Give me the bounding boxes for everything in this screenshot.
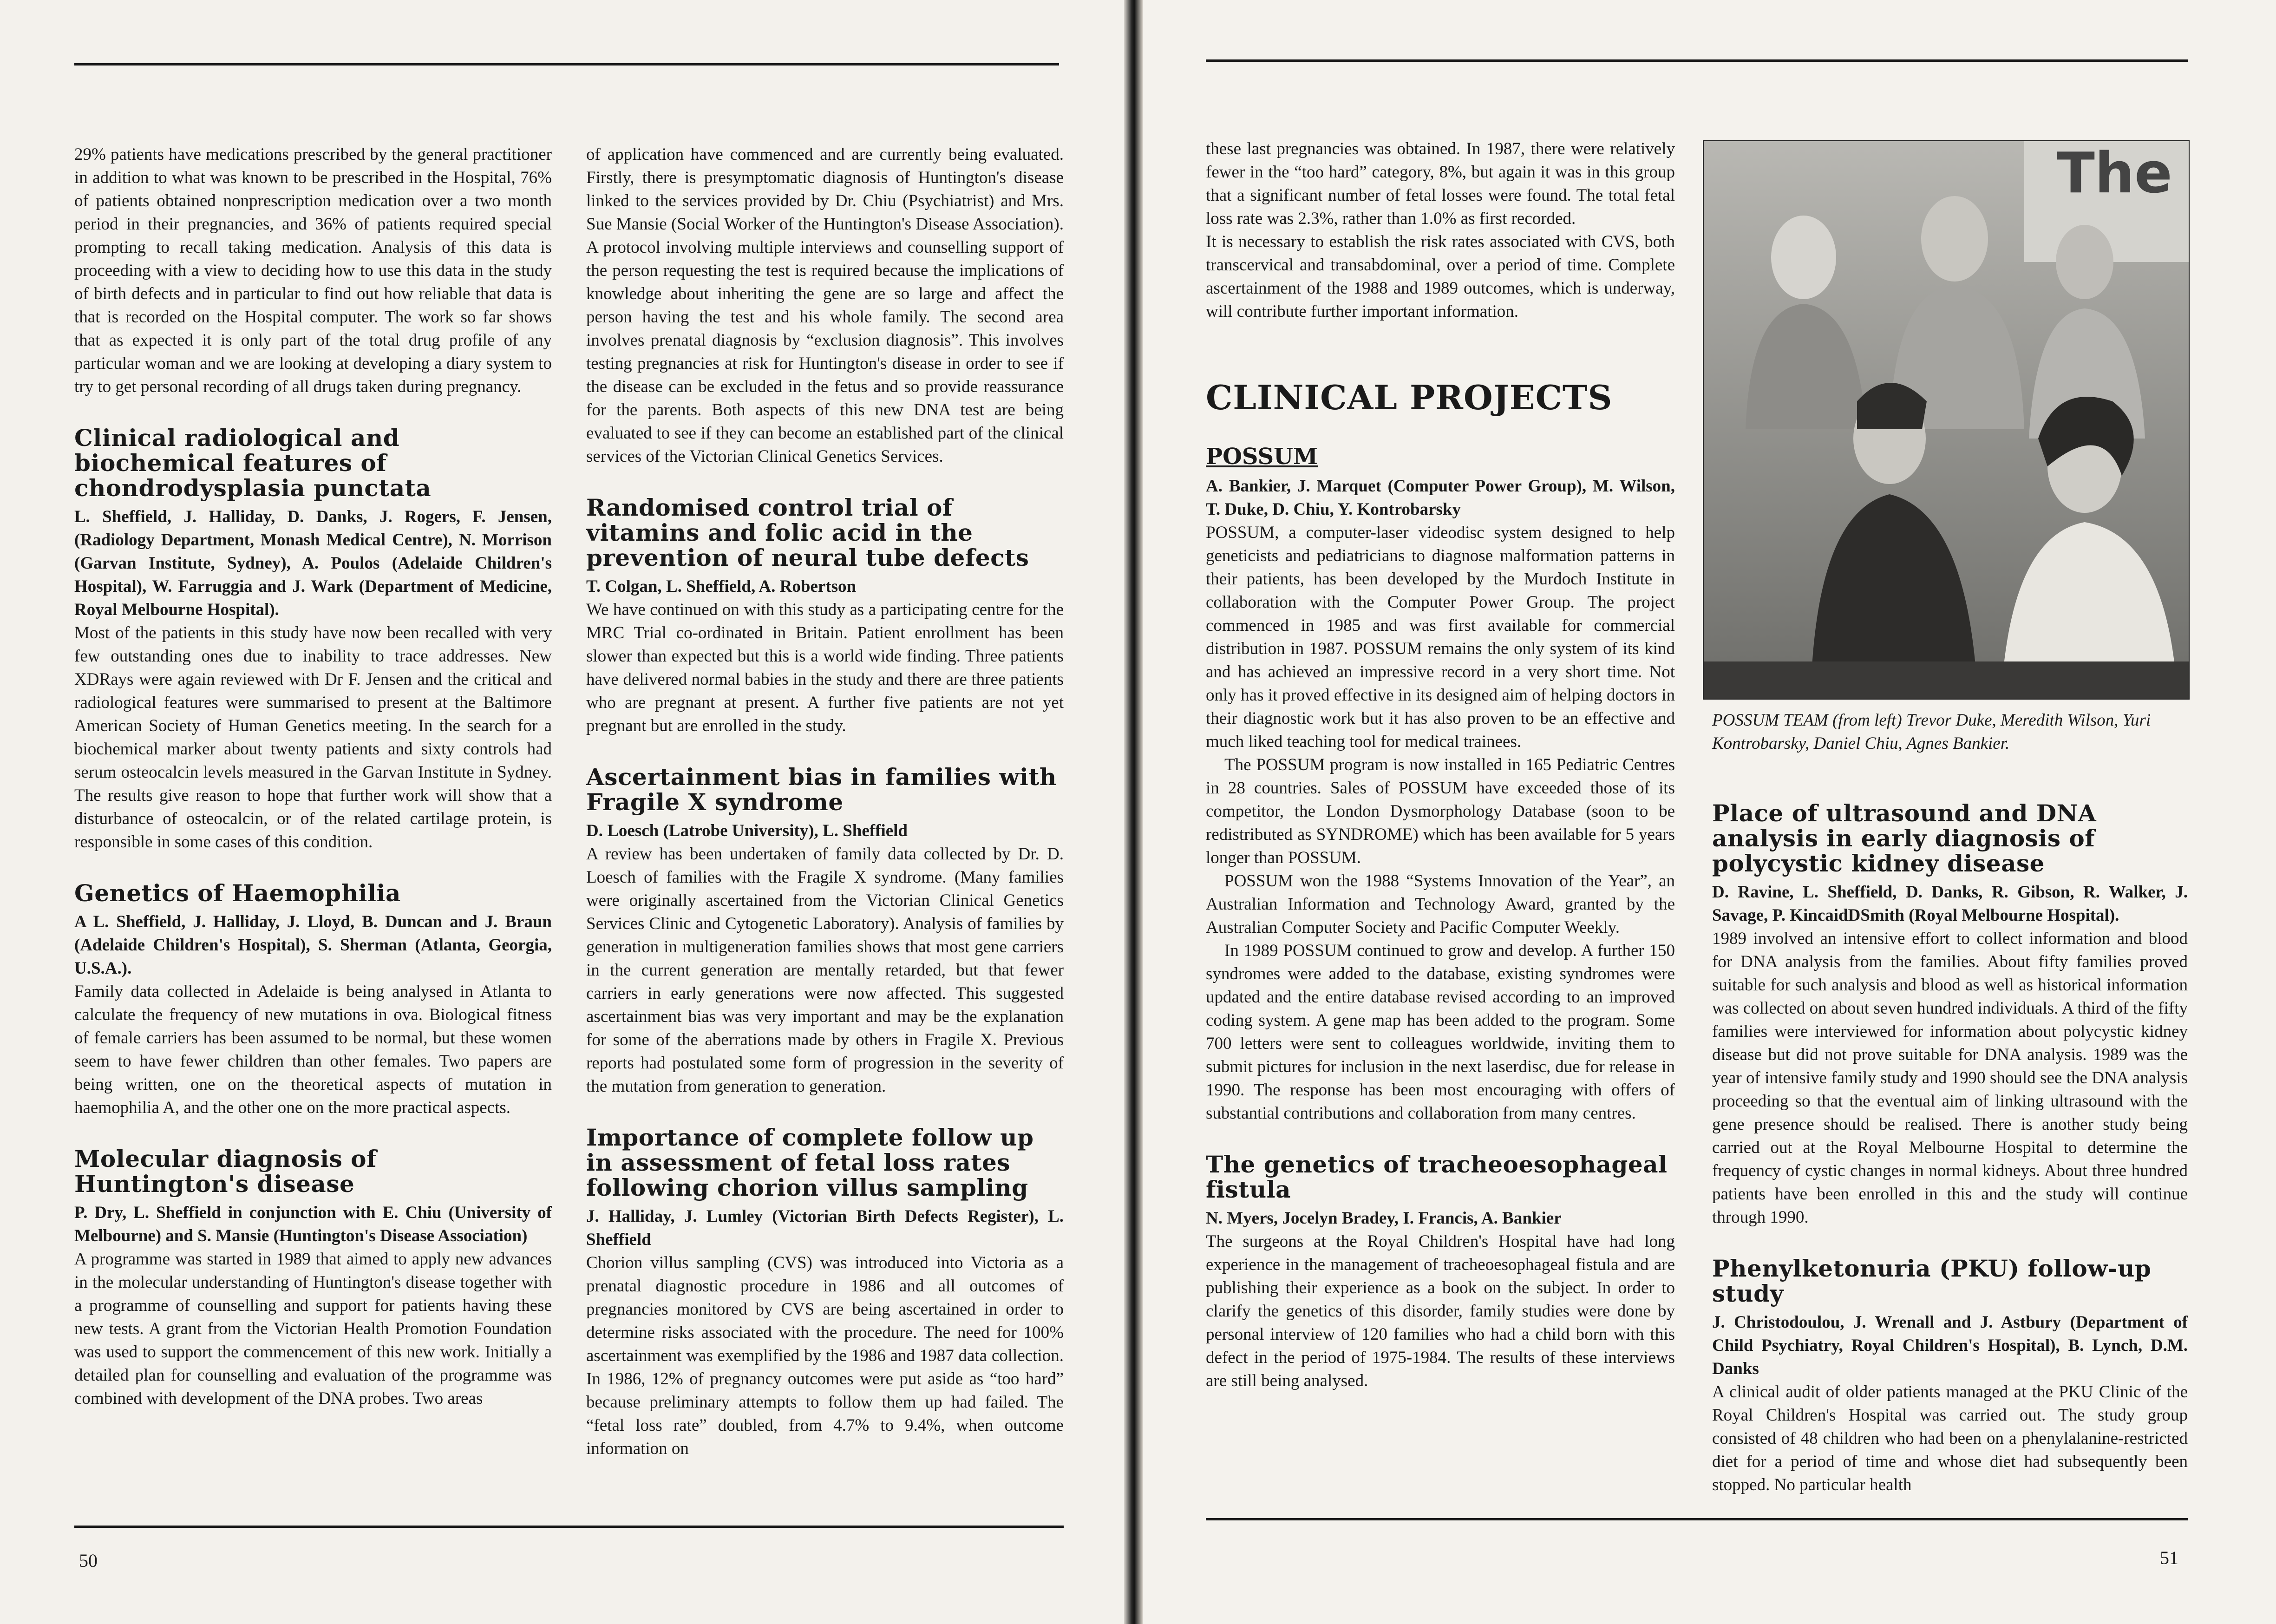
section-title: Importance of complete follow up in assessment of fetal loss rates following chorion villus sampling bbox=[586, 1124, 1034, 1201]
team-photo-image bbox=[1704, 141, 2189, 699]
section-title: Ascertainment bias in families with Fragile X syndrome bbox=[586, 763, 1057, 816]
top-rule bbox=[74, 63, 1059, 65]
paragraph: The POSSUM program is now installed in 165 Pediatric Centres in 28 countries. Sales of POSSUM have exceeded those of its competitor, the London Dysmorphology Database (soon to be redistributed as SYNDROME) which has been available for 5 years longer than POSSUM. bbox=[1206, 755, 1675, 867]
paragraph: In 1989 POSSUM continued to grow and develop. A further 150 syndromes were added to the database, existing syndromes were updated and the entire database revised according to an improved coding system. A gene map has been added to the program. Some 700 letters were sent to colleagues worldwide, inviting them to submit pictures for inclusion in the next laserdisc, due for release in 1990. The response has been most encouraging with offers of substantial contributions and collaboration from many centres. bbox=[1206, 941, 1675, 1123]
section-authors: L. Sheffield, J. Halliday, D. Danks, J. Rogers, F. Jensen, (Radiology Department, Monash Medical Centre), N. Morrison (Garvan Institute, Sydney), A. Poulos (Adelaide Children's Hospital), W. Farruggia and J. Wark (Department of Medicine, Royal Melbourne Hospital). bbox=[74, 507, 552, 619]
section-authors: N. Myers, Jocelyn Bradey, I. Francis, A. Bankier bbox=[1206, 1209, 1562, 1228]
section-title: Clinical radiological and biochemical features of chondrodysplasia punctata bbox=[74, 424, 432, 502]
paragraph: Family data collected in Adelaide is being analysed in Atlanta to calculate the frequency of new mutations in ova. Biological fitness of female carriers has been assumed to be normal, but these women seem to have fewer children than other females. Two papers are being written, one on the theoretical aspects of mutation in haemophilia A, and the other one on the more practical aspects. bbox=[74, 982, 552, 1117]
section-authors: P. Dry, L. Sheffield in conjunction with E. Chiu (University of Melbourne) and S. Mansie (Huntington's Disease Association) bbox=[74, 1203, 552, 1245]
section-title: Molecular diagnosis of Huntington's disease bbox=[74, 1145, 377, 1198]
section-authors: A L. Sheffield, J. Halliday, J. Lloyd, B. Duncan and J. Braun (Adelaide Children's Hospital), S. Sherman (Atlanta, Georgia, U.S.A.). bbox=[74, 912, 552, 978]
paragraph: POSSUM won the 1988 “Systems Innovation of the Year”, an Australian Information and Technology Award, granted by the Australian Computer Society and Pacific Computer Weekly. bbox=[1206, 871, 1675, 937]
paragraph: It is necessary to establish the risk rates associated with CVS, both transcervical and transabdominal, over a period of time. Complete ascertainment of the 1988 and 1989 outcomes, which is underway, will contribute further important information. bbox=[1206, 232, 1675, 321]
paragraph: A review has been undertaken of family data collected by Dr. D. Loesch of families with the Fragile X syndrome. (Many families were originally ascertained from the Victorian Clinical Genetics Services Clinic and Cytogenetic Laboratory). Analysis of families by generation in multigeneration families shows that most gene carriers in the current generation are mentally retarded, but that fewer carriers in early generations were now affected. This suggested ascertainment bias was very important and may be the explanation for some of the aberrations made by others in Fragile X. Previous reports had postulated some form of progression in the severity of the mutation from generation to generation. bbox=[586, 845, 1064, 1096]
page-number: 51 bbox=[2160, 1547, 2178, 1568]
top-rule bbox=[1206, 59, 2188, 62]
left-page bbox=[0, 0, 1124, 1624]
paragraph: A programme was started in 1989 that aimed to apply new advances in the molecular understanding of Huntington's disease together with a programme of counselling and support for patients having these new tests. A grant from the Victorian Health Promotion Foundation was used to support the commencement of this new work. Initially a detailed plan for counselling and evaluation of the programme was combined with development of the DNA probes. Two areas bbox=[74, 1250, 552, 1408]
left-column-1 bbox=[74, 143, 552, 1533]
section-authors: J. Christodoulou, J. Wrenall and J. Astbury (Department of Child Psychiatry, Royal Children's Hospital), B. Lynch, D.M. Danks bbox=[1712, 1313, 2188, 1378]
section-title: The genetics of tracheoesophageal fistula bbox=[1206, 1151, 1668, 1203]
paragraph: Chorion villus sampling (CVS) was introduced into Victoria as a prenatal diagnostic procedure in 1986 and all outcomes of pregnancies monitored by CVS are being ascertained in order to determine risks associated with the procedure. The need for 100% ascertainment was exemplified by the 1986 and 1987 data collection. In 1986, 12% of pregnancy outcomes were put aside as “too hard” because preliminary attempts to follow them up had failed. The “fetal loss rate” doubled, from 4.7% to 9.4%, when outcome information on bbox=[586, 1253, 1064, 1458]
bottom-rule bbox=[1206, 1518, 2188, 1520]
paragraph: these last pregnancies was obtained. In 1987, there were relatively fewer in the “too hard” category, 8%, but again it was in this group that a significant number of fetal losses were found. The total fetal loss rate was 2.3%, rather than 1.0% as first recorded. bbox=[1206, 139, 1675, 228]
page-heading: CLINICAL PROJECTS bbox=[1206, 378, 1613, 417]
book-gutter bbox=[1124, 0, 1143, 1624]
page-number: 50 bbox=[79, 1550, 98, 1571]
paragraph: 1989 involved an intensive effort to collect information and blood for DNA analysis from the families. About fifty families proved suitable for such analysis and blood as well as historical information was collected on about seven hundred individuals. A third of the fifty families were interviewed for information about polycystic kidney disease but did not prove suitable for DNA analysis. 1989 was the year of intensive family study and 1990 should see the DNA analysis proceeding so that the eventual aim of linking ultrasound with the gene presence should be realised. There is another study being carried out at the Royal Melbourne Hospital to determine the frequency of cystic changes in normal kidneys. About three hundred patients have been enrolled in this and the study will continue through 1990. bbox=[1712, 929, 2188, 1227]
photo-caption: POSSUM TEAM (from left) Trevor Duke, Meredith Wilson, Yuri Kontrobarsky, Daniel Chiu, Agnes Bankier. bbox=[1712, 711, 2151, 753]
section-title: Randomised control trial of vitamins and folic acid in the prevention of neural tube defects bbox=[586, 494, 1029, 571]
right-column-2 bbox=[1712, 780, 2188, 1522]
paragraph: We have continued on with this study as a participating centre for the MRC Trial co-ordinated in Britain. Patient enrollment has been slower than expected but this is a world wide finding. Three patients have delivered normal babies in the study and there are three patients who are pregnant at present. A further five patients are not yet pregnant but are enrolled in the study. bbox=[586, 600, 1064, 735]
paragraph: Most of the patients in this study have now been recalled with very few outstanding ones due to inability to trace addresses. New XDRays were again reviewed with Dr F. Jensen and the critical and radiological features were summarised to present at the Baltimore American Society of Human Genetics meeting. In the search for a biochemical marker about twenty patients and sixty controls had serum osteocalcin levels measured in the Garvan Institute in Sydney. The results give reason to hope that further work will show that a disturbance of osteocalcin, or of the related cartilage protein, is responsible in some cases of this condition. bbox=[74, 623, 552, 851]
right-column-1 bbox=[1206, 138, 1675, 1522]
paragraph: A clinical audit of older patients managed at the PKU Clinic of the Royal Children's Hospital was carried out. The study group consisted of 48 children who had been on a phenylalanine-restricted diet for a period of time and whose diet had subsequently been stopped. No particular health bbox=[1712, 1382, 2188, 1494]
subsection-title: POSSUM bbox=[1206, 444, 1318, 470]
sign-text: The bbox=[2057, 141, 2172, 206]
paragraph: The surgeons at the Royal Children's Hospital have had long experience in the management of tracheoesophageal fistula and are publishing their experience as a book on the subject. In order to clarify the genetics of this disorder, family studies were done by personal interview of 120 families who had a child born with this defect in the period of 1975-1984. The results of these interviews are still being analysed. bbox=[1206, 1232, 1675, 1390]
paragraph: 29% patients have medications prescribed by the general practitioner in addition to what was known to be prescribed in the Hospital, 76% of patients obtained nonprescription medication over a two month period in their pregnancies, and 36% of patients required special prompting to recall taking medication. Analysis of this data is proceeding with a view to deciding how to use this data in the study of birth defects and in particular to find out how reliable that data is that is recorded on the Hospital computer. The work so far shows that as expected it is only part of the total drug profile of any particular woman and we are looking at developing a diary system to try to get personal recording of all drugs taken during pregnancy. bbox=[74, 145, 552, 396]
left-column-2 bbox=[586, 143, 1064, 1533]
section-title: Place of ultrasound and DNA analysis in early diagnosis of polycystic kidney disease bbox=[1712, 799, 2097, 877]
section-authors: A. Bankier, J. Marquet (Computer Power Group), M. Wilson, T. Duke, D. Chiu, Y. Kontrobarsky bbox=[1206, 477, 1675, 519]
team-photo bbox=[1703, 140, 2190, 700]
paragraph: POSSUM, a computer-laser videodisc system designed to help geneticists and pediatricians to diagnose malformation patterns in their patients, has been developed by the Murdoch Institute in collaboration with the Computer Power Group. The project commenced in 1985 and was first available for commercial distribution in 1987. POSSUM remains the only system of its kind and has achieved an impressive record in a very short time. Not only has it proved effective in its designed aim of helping doctors in their diagnostic work but it has also proven to be an effective and much liked teaching tool for medical trainees. bbox=[1206, 523, 1675, 751]
bottom-rule bbox=[74, 1526, 1064, 1528]
right-page bbox=[1143, 0, 2276, 1624]
section-title: Phenylketonuria (PKU) follow-up study bbox=[1712, 1255, 2152, 1307]
section-authors: D. Loesch (Latrobe University), L. Sheffield bbox=[586, 821, 908, 840]
section-authors: D. Ravine, L. Sheffield, D. Danks, R. Gibson, R. Walker, J. Savage, P. KincaidDSmith (Royal Melbourne Hospital). bbox=[1712, 883, 2188, 925]
section-authors: T. Colgan, L. Sheffield, A. Robertson bbox=[586, 577, 857, 596]
section-authors: J. Halliday, J. Lumley (Victorian Birth Defects Register), L. Sheffield bbox=[586, 1207, 1064, 1249]
section-title: Genetics of Haemophilia bbox=[74, 879, 401, 907]
paragraph: of application have commenced and are currently being evaluated. Firstly, there is presymptomatic diagnosis of Huntington's disease linked to the services provided by Dr. Chiu (Psychiatrist) and Mrs. Sue Mansie (Social Worker of the Huntington's Disease Association). A protocol involving multiple interviews and counselling support of the person requesting the test is required because the implications of knowledge about inheriting the gene are so large and affect the person having the test and his whole family. The second area involves prenatal diagnosis by “exclusion diagnosis”. This involves testing pregnancies at risk for Huntington's disease in order to see if the disease can be excluded in the fetus and so provide reassurance for the parents. Both aspects of this new DNA test are being evaluated to see if they can become an established part of the clinical services of the Victorian Clinical Genetics Services. bbox=[586, 145, 1064, 466]
